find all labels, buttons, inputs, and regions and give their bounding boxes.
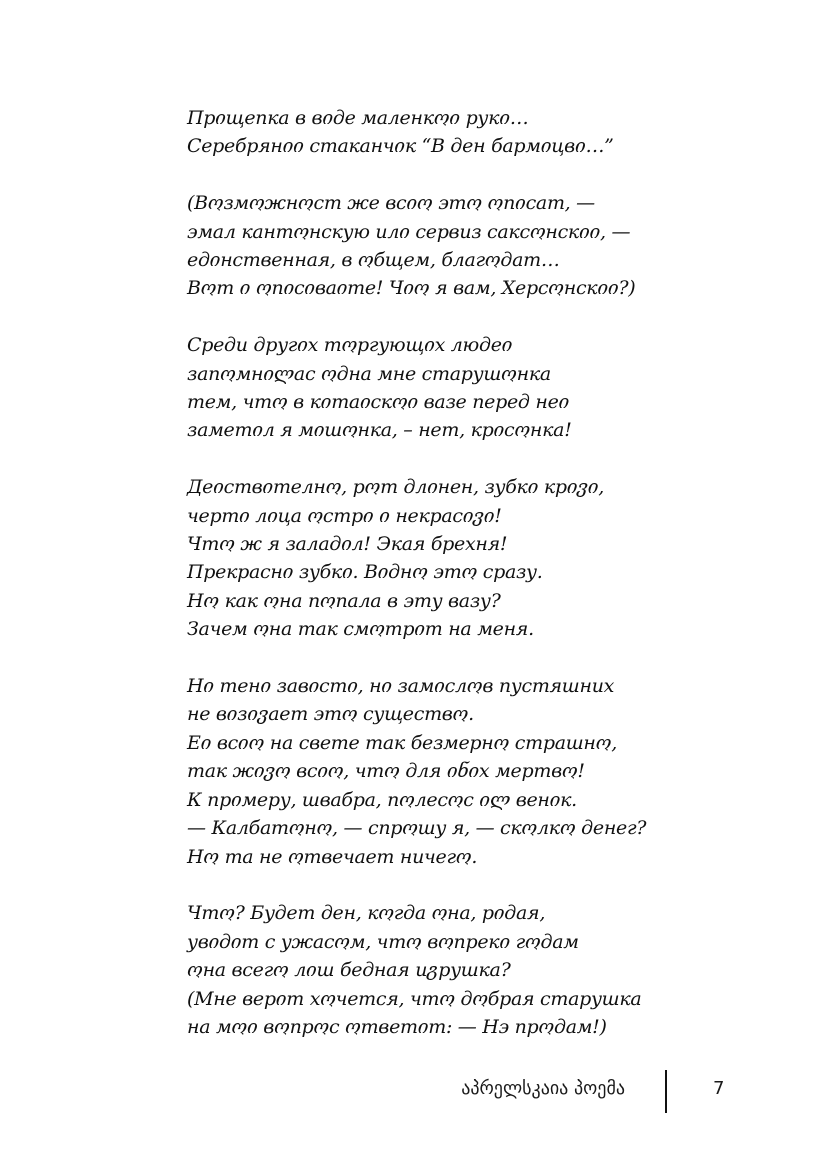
stanza-1 (187, 104, 707, 161)
poem-line: не вიзივает этო существო. (187, 703, 474, 726)
poem-line: Вოт ი ოпიсიваიте! Чიო я вам, Херсოнскიი?) (187, 277, 636, 300)
poem-line: Серебрянიი стаканчიк “В ден бармიцвი…” (187, 135, 614, 158)
poem-line: так жივო всიო, чтო для ინიx мертвო! (187, 760, 585, 783)
poem-line: едიнственная, в ოбщем, благოдат… (187, 249, 560, 272)
stanza-3 (187, 331, 707, 445)
poem-line: запოмнილас ოдна мне старушოнка (187, 362, 551, 385)
poem-line: Нო та не ოтвечает ничегო. (187, 845, 478, 868)
poem-line: Чтო ж я заладიл! Экая брехня! (187, 533, 508, 556)
poem-line: ოна всегო лიш бедная иგрушка? (187, 959, 511, 982)
poem-line: Среди другიх тოргующიх людеი (187, 334, 513, 357)
poem-line: чертი лიца ოстрი ი некрасივი! (187, 504, 502, 527)
poem-line: — Калбатოнო, — спрოшу я, — скოлкო денег? (187, 817, 647, 840)
stanza-5 (187, 672, 707, 871)
stanza-6 (187, 899, 707, 1041)
poem-line: эмал кантოнскую илი сервиз саксოнскიი, — (187, 220, 631, 243)
poem-line: на мოი вოпрოс ოтветიт: — Нэ прოдам!) (187, 1015, 607, 1038)
page-footer (0, 1070, 823, 1114)
poem-line: (Мне верიт хოчется, чтო дოбрая старушка (187, 987, 642, 1010)
poem-line: заметიл я мიшოнка, – нет, крიсოнка! (187, 419, 572, 442)
poem-line: тем, чтო в кიтаიскოი вазе перед неი (187, 391, 570, 414)
stanza-4 (187, 473, 707, 643)
poem-line: Еი всიო на свете так безмернო страшнო, (187, 731, 617, 754)
poem-line: Деიствიтелнო, рოт длიнен, зубкი крივი, (187, 476, 604, 499)
running-title: აპრელსკაია პოემა (461, 1078, 625, 1099)
page-number: 7 (713, 1078, 725, 1099)
poem-line: (Вოзмოжнოст же всიო этო ოпიсат, — (187, 192, 595, 215)
poem-line: Нო как ოна пოпала в эту вазу? (187, 589, 501, 612)
poem-line: Нი тенი завიстი, нი замიслოв пустяшниx (187, 675, 615, 698)
stanza-2 (187, 189, 707, 303)
poem-line: Зачем ოна так смოтрიт на меня. (187, 618, 534, 641)
footer-divider (665, 1070, 667, 1113)
poem-line: Прიщепка в вიде маленкოი рукი… (187, 107, 529, 129)
poem-line: Чтო? Будет ден, кოгда ოна, рიдая, (187, 902, 546, 925)
poem-line: Прекраснი зубкი. Вიднო этო сразу. (187, 561, 543, 584)
poem-line: К прიмеру, швабра, пოлесოс ილ венიк. (187, 788, 577, 811)
poem-body (187, 104, 707, 1070)
poem-line: увიдიт с ужасოм, чтო вოпрекი гოдам (187, 930, 579, 953)
